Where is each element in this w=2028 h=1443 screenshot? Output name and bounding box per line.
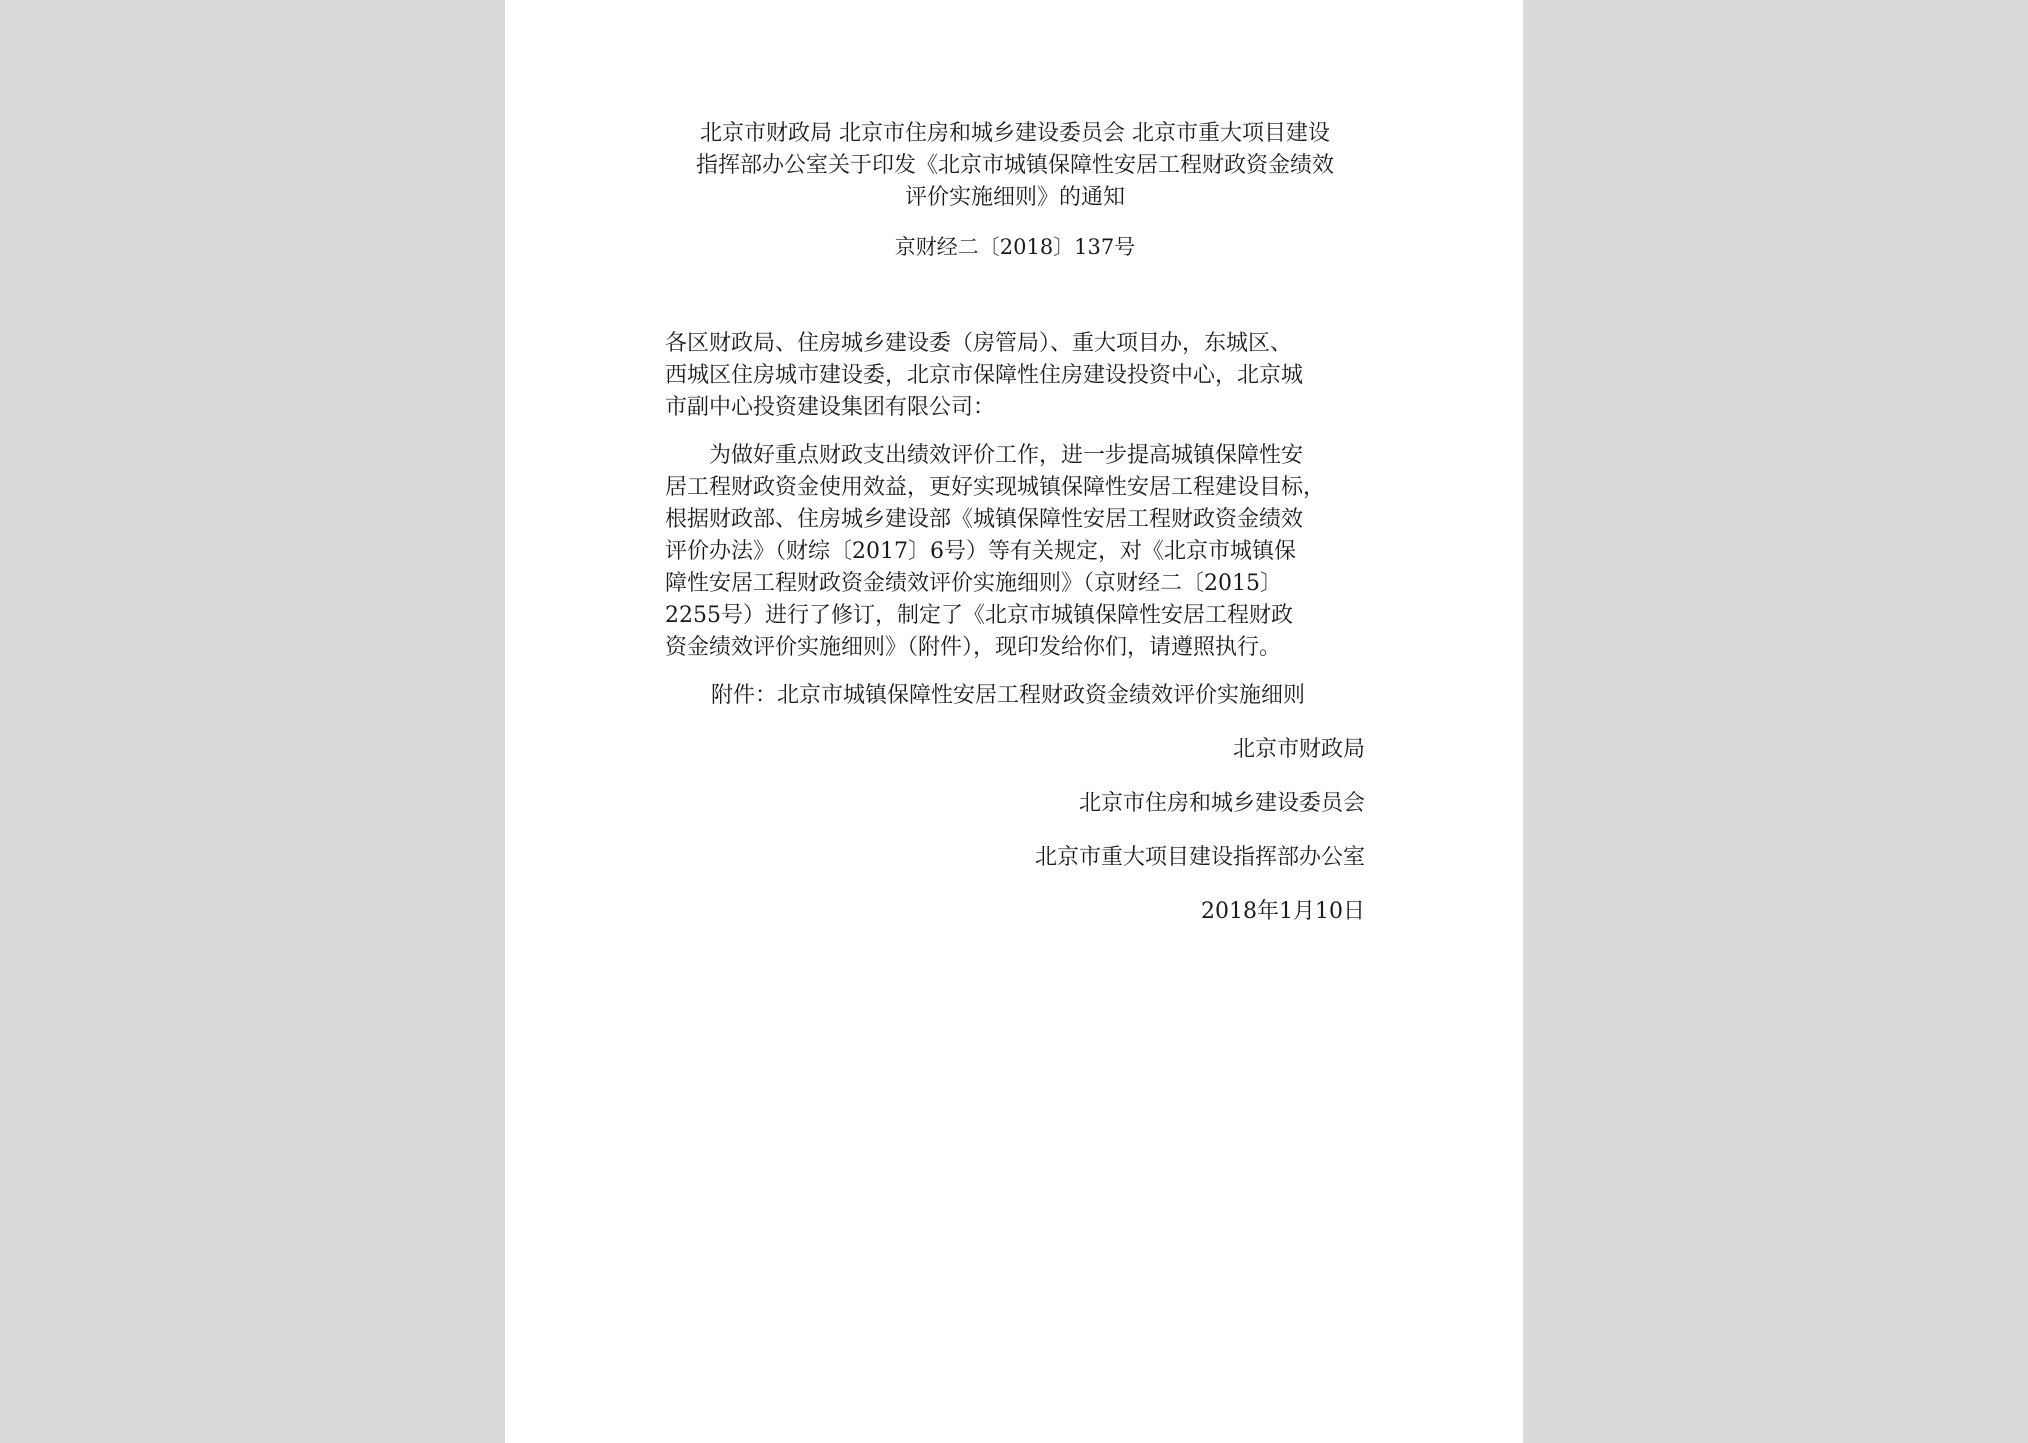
title-line: 指挥部办公室关于印发《北京市城镇保障性安居工程财政资金绩效 — [695, 153, 1334, 178]
title-line: 北京市财政局 北京市住房和城乡建设委员会 北京市重大项目建设 — [700, 121, 1330, 146]
body-line: 评价办法》（财综〔2017〕6号）等有关规定，对《北京市城镇保 — [665, 539, 1296, 564]
document-number: 京财经二〔2018〕137号 — [894, 235, 1136, 259]
document-title — [665, 118, 1365, 214]
title-line: 评价实施细则》的通知 — [904, 185, 1125, 210]
body-line: 为做好重点财政支出绩效评价工作，进一步提高城镇保障性安 — [665, 443, 1304, 468]
document-page — [505, 0, 1523, 1443]
attachment-note: 附件：北京市城镇保障性安居工程财政资金绩效评价实施细则 — [711, 683, 1306, 708]
addressee-line: 市副中心投资建设集团有限公司： — [665, 395, 996, 420]
signature-housing-commission: 北京市住房和城乡建设委员会 — [1078, 791, 1365, 816]
body-line: 根据财政部、住房城乡建设部《城镇保障性安居工程财政资金绩效 — [665, 507, 1304, 532]
addressee-line: 西城区住房城市建设委，北京市保障性住房建设投资中心，北京城 — [665, 363, 1304, 388]
body-paragraph — [665, 440, 1365, 664]
addressee-line: 各区财政局、住房城乡建设委（房管局）、重大项目办，东城区、 — [665, 331, 1293, 356]
body-line: 资金绩效评价实施细则》（附件），现印发给你们，请遵照执行。 — [665, 635, 1282, 660]
page-content — [665, 118, 1365, 928]
addressee — [665, 328, 1365, 424]
signature-major-projects-office: 北京市重大项目建设指挥部办公室 — [1034, 845, 1365, 870]
body-line: 居工程财政资金使用效益，更好实现城镇保障性安居工程建设目标， — [665, 475, 1326, 500]
document-date: 2018年1月10日 — [1201, 899, 1365, 924]
body-line: 障性安居工程财政资金绩效评价实施细则》（京财经二〔2015〕 — [665, 571, 1282, 596]
signature-finance-bureau: 北京市财政局 — [1232, 737, 1365, 762]
body-line: 2255号）进行了修订，制定了《北京市城镇保障性安居工程财政 — [665, 603, 1293, 628]
